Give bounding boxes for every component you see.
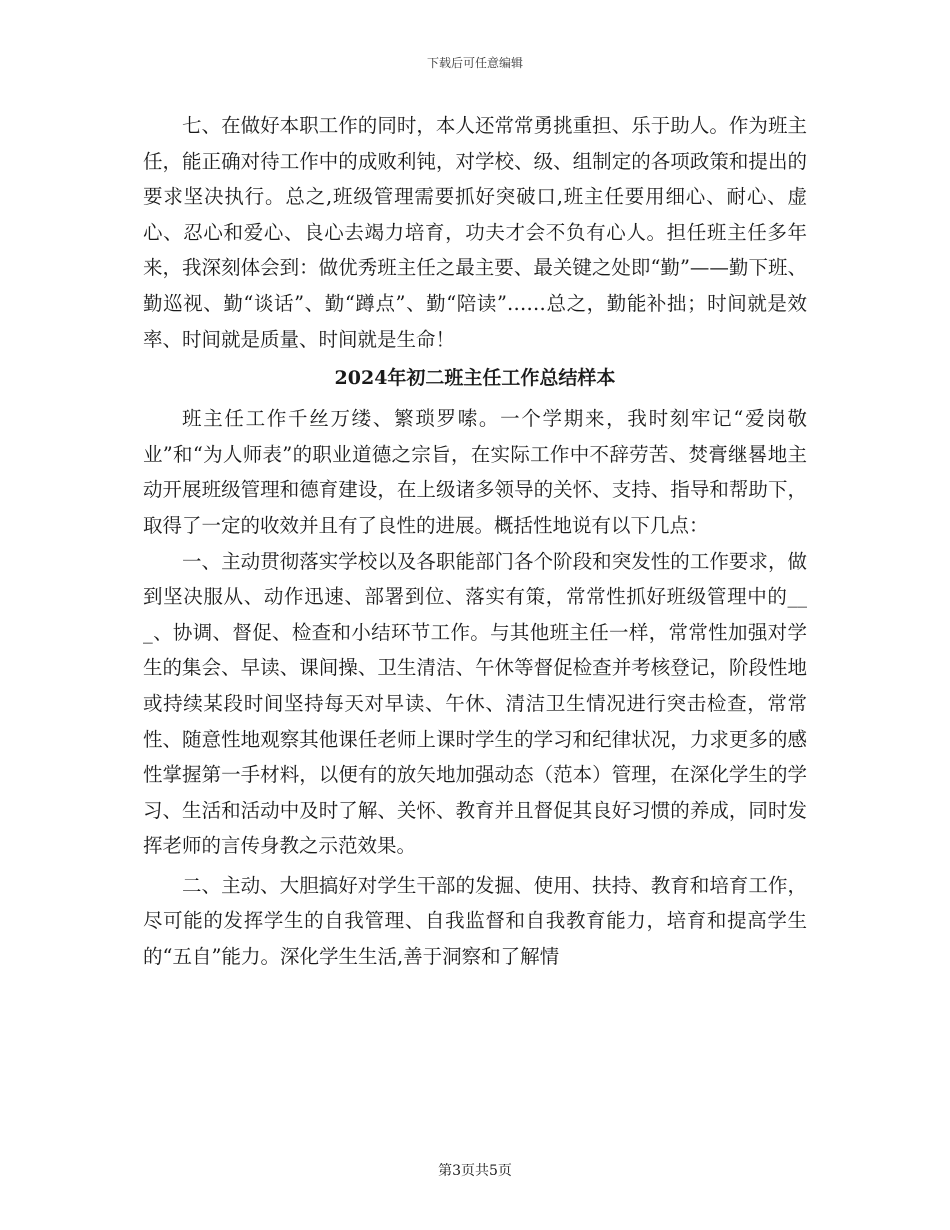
paragraph-one: 一、主动贯彻落实学校以及各职能部门各个阶段和突发性的工作要求，做到坚决服从、动作迅速、部署到位、落实有策，常常性抓好班级管理中的___、协调、督促、检查和小结环节工作。与其他班主任一样，常常性加强对学生的集会、早读、课间操、卫生清洁、午休等督促检查并考核登记，阶段性地或持续某段时间坚持每天对早读、午休、清洁卫生情况进行突击检查，常常性、随意性地观察其他课任老师上课时学生的学习和纪律状况，力求更多的感性掌握第一手材料，以便有的放矢地加强动态（范本）管理，在深化学生的学习、生活和活动中及时了解、关怀、教育并且督促其良好习惯的养成，同时发挥老师的言传身教之示范效果。 <box>143 549 807 858</box>
paragraph-intro: 班主任工作千丝万缕、繁琐罗嗦。一个学期来，我时刻牢记“爱岗敬业”和“为人师表”的职业道德之宗旨，在实际工作中不辞劳苦、焚膏继晷地主动开展班级管理和德育建设，在上级诸多领导的关怀、支持、指导和帮助下，取得了一定的收效并且有了良性的进展。概括性地说有以下几点： <box>143 407 807 537</box>
page-number-footer: 第3页共5页 <box>438 1163 512 1179</box>
page-header-note: 下载后可任意编辑 <box>426 56 523 70</box>
paragraph-seven: 七、在做好本职工作的同时，本人还常常勇挑重担、乐于助人。作为班主任，能正确对待工作中的成败利钝，对学校、级、组制定的各项政策和提出的要求坚决执行。总之,班级管理需要抓好突破口,班主任要用细心、耐心、虚心、忍心和爱心、良心去竭力培育，功夫才会不负有心人。担任班主任多年来，我深刻体会到：做优秀班主任之最主要、最关键之处即“勤”——勤下班、勤巡视、勤“谈话”、勤“蹲点”、勤“陪读”……总之，勤能补拙；时间就是效率、时间就是质量、时间就是生命！ <box>143 114 807 351</box>
paragraph-two: 二、主动、大胆搞好对学生干部的发掘、使用、扶持、教育和培育工作，尽可能的发挥学生的自我管理、自我监督和自我教育能力，培育和提高学生的“五自”能力。深化学生生活,善于洞察和了解情 <box>143 873 807 969</box>
section-title: 2024年初二班主任工作总结样本 <box>334 367 616 390</box>
document-body <box>143 108 807 975</box>
